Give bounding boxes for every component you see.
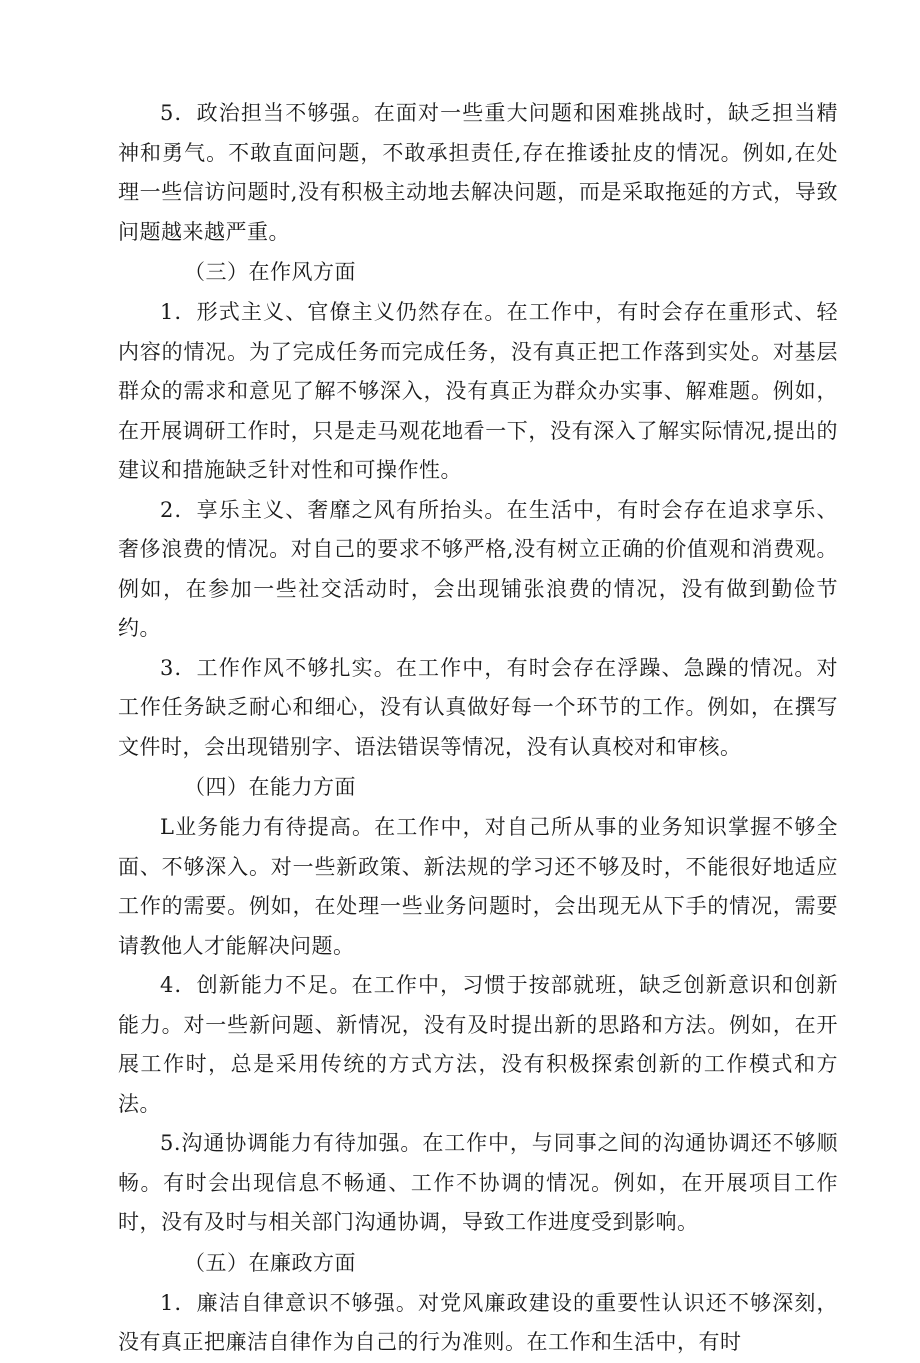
- paragraph-formalism: 1．形式主义、官僚主义仍然存在。在工作中，有时会存在重形式、轻内容的情况。为了完成任务而完成任务，没有真正把工作落到实处。对基层群众的需求和意见了解不够深入，没有真正为群众办实事、解难题。例如，在开展调研工作时，只是走马观花地看一下，没有深入了解实际情况,提出的建议和措施缺乏针对性和可操作性。: [118, 300, 838, 482]
- section-heading-work-style: （三）在作风方面: [184, 260, 356, 284]
- paragraph-innovation: 4．创新能力不足。在工作中，习惯于按部就班，缺乏创新意识和创新能力。对一些新问题、新情况，没有及时提出新的思路和方法。例如，在开展工作时，总是采用传统的方式方法，没有积极探索创新的工作模式和方法。: [118, 973, 838, 1116]
- paragraph-self-discipline: 1．廉洁自律意识不够强。对党风廉政建设的重要性认识还不够深刻，没有真正把廉洁自律作为自己的行为准则。在工作和生活中，有时: [118, 1290, 838, 1354]
- paragraph-political-responsibility: 5．政治担当不够强。在面对一些重大问题和困难挑战时，缺乏担当精神和勇气。不敢直面问题，不敢承担责任,存在推诿扯皮的情况。例如,在处理一些信访问题时,没有积极主动地去解决问题，而是采取拖延的方式，导致问题越来越严重。: [118, 101, 838, 244]
- document-body: [118, 94, 838, 1363]
- section-heading-integrity: （五）在廉政方面: [184, 1250, 356, 1275]
- paragraph-hedonism: 2．享乐主义、奢靡之风有所抬头。在生活中，有时会存在追求享乐、奢侈浪费的情况。对自己的要求不够严格,没有树立正确的价值观和消费观。例如，在参加一些社交活动时，会出现铺张浪费的情况，没有做到勤俭节约。: [118, 497, 838, 640]
- section-heading-ability: （四）在能力方面: [184, 775, 356, 799]
- paragraph-business-ability: L业务能力有待提高。在工作中，对自己所从事的业务知识掌握不够全面、不够深入。对一些新政策、新法规的学习还不够及时，不能很好地适应工作的需要。例如，在处理一些业务问题时，会出现无从下手的情况，需要请教他人才能解决问题。: [118, 815, 838, 958]
- paragraph-work-style-solidity: 3．工作作风不够扎实。在工作中，有时会存在浮躁、急躁的情况。对工作任务缺乏耐心和细心，没有认真做好每一个环节的工作。例如，在撰写文件时，会出现错别字、语法错误等情况，没有认真校对和审核。: [118, 655, 838, 759]
- paragraph-communication: 5.沟通协调能力有待加强。在工作中，与同事之间的沟通协调还不够顺畅。有时会出现信息不畅通、工作不协调的情况。例如，在开展项目工作时，没有及时与相关部门沟通协调，导致工作进度受到影响。: [118, 1131, 838, 1234]
